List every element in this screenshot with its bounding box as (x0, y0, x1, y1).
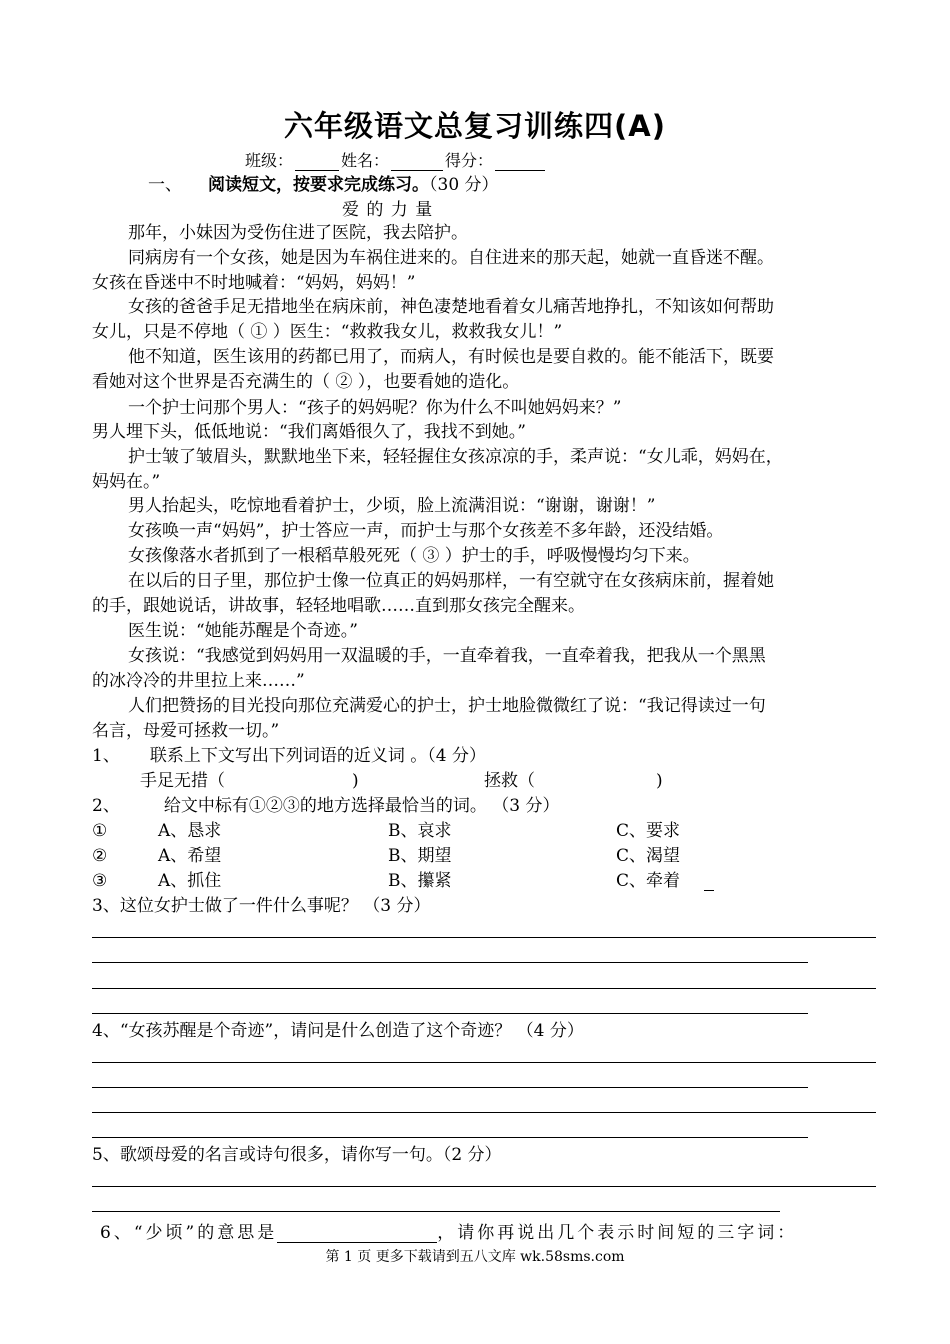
option-b[interactable]: B、攥紧 (388, 871, 452, 891)
question-2 (92, 795, 559, 817)
q3-answer-line[interactable] (92, 962, 808, 963)
story-line: 那年，小妹因为受伤住进了医院，我去陪护。 (128, 223, 468, 243)
q3-answer-line[interactable] (92, 1013, 808, 1014)
class-label: 班级： (245, 151, 294, 170)
q6-suffix: ，请你再说出几个表示时间短的三字词： (437, 1223, 798, 1243)
q3-answer-line[interactable] (92, 937, 876, 938)
q5-answer-line[interactable] (92, 1186, 876, 1187)
option-c[interactable]: C、渴望 (616, 846, 681, 866)
q4-answer-line[interactable] (92, 1112, 876, 1113)
q1-word1-close: ) (352, 771, 359, 791)
question-number: 1、 (92, 746, 120, 766)
section1-points: （30 分） (429, 175, 499, 195)
question-text: 联系上下文写出下列词语的近义词 。（4 分） (149, 746, 486, 766)
q1-word1: 手足无措（ (140, 771, 225, 791)
class-blank[interactable] (295, 154, 339, 171)
question-5: 5、歌颂母爱的名言或诗句很多，请你写一句。（2 分） (92, 1145, 502, 1165)
story-line: 妈妈在。” (92, 472, 161, 492)
option-a[interactable]: A、希望 (158, 846, 222, 866)
story-line: 男人抬起头，吃惊地看着护士，少顷，脸上流满泪说：“谢谢，谢谢！” (128, 496, 656, 516)
option-a[interactable]: A、恳求 (158, 821, 222, 841)
name-blank[interactable] (391, 154, 443, 171)
q4-answer-line[interactable] (92, 1137, 808, 1138)
story-line: 名言，母爱可拯救一切。” (92, 721, 280, 741)
question-1 (92, 745, 486, 767)
page-title: 六年级语文总复习训练四(A) (284, 109, 666, 143)
story-line: 在以后的日子里，那位护士像一位真正的妈妈那样，一有空就守在女孩病床前，握着她 (128, 571, 774, 591)
option-blank (704, 890, 714, 891)
section1-title: 阅读短文，按要求完成练习。 (208, 175, 429, 195)
story-line: 同病房有一个女孩，她是因为车祸住进来的。自住进来的那天起，她就一直昏迷不醒。 (128, 248, 774, 268)
story-line: 护士皱了皱眉头，默默地坐下来，轻轻握住女孩凉凉的手，柔声说：“女儿乖，妈妈在， (128, 447, 783, 467)
story-line: 人们把赞扬的目光投向那位充满爱心的护士，护士地脸微微红了说：“我记得读过一句 (128, 696, 766, 716)
option-c[interactable]: C、牵着 (616, 871, 681, 891)
q3-answer-line[interactable] (92, 988, 876, 989)
q4-answer-line[interactable] (92, 1062, 876, 1063)
q1-word2-close: ) (656, 771, 663, 791)
section1-heading (148, 174, 499, 196)
story-line: 的冰冷冷的井里拉上来……” (92, 671, 305, 691)
page-footer: 第 1 页 更多下载请到五八文库 wk.58sms.com (325, 1249, 625, 1265)
question-3: 3、这位女护士做了一件什么事呢？ （3 分） (92, 896, 431, 916)
section1-number: 一、 (148, 175, 182, 195)
name-label: 姓名： (341, 151, 390, 170)
story-line: 男人埋下头，低低地说：“我们离婚很久了，我找不到她。” (92, 422, 526, 442)
option-b[interactable]: B、期望 (388, 846, 452, 866)
story-line: 女孩的爸爸手足无措地坐在病床前，神色凄楚地看着女儿痛苦地挣扎，不知该如何帮助 (128, 297, 774, 317)
q6-prefix: 6、“少顷”的意思是 (100, 1223, 278, 1243)
option-c[interactable]: C、要求 (616, 821, 681, 841)
story-line: 他不知道，医生该用的药都已用了，而病人，有时候也是要自救的。能不能活下，既要 (128, 347, 774, 367)
option-mark: ① (92, 821, 108, 841)
story-line: 的手，跟她说话，讲故事，轻轻地唱歌……直到那女孩完全醒来。 (92, 596, 585, 616)
option-a[interactable]: A、抓住 (158, 871, 222, 891)
option-mark: ② (92, 846, 108, 866)
story-line: 女孩唤一声“妈妈”，护士答应一声，而护士与那个女孩差不多年龄，还没结婚。 (128, 521, 724, 541)
score-label: 得分： (445, 151, 494, 170)
story-line: 女孩说：“我感觉到妈妈用一双温暖的手，一直牵着我，一直牵着我，把我从一个黑黑 (128, 646, 766, 666)
question-4: 4、“女孩苏醒是个奇迹”，请问是什么创造了这个奇迹？ （4 分） (92, 1021, 584, 1041)
question-text: 给文中标有①②③的地方选择最恰当的词。 （3 分） (163, 796, 560, 816)
q1-word2: 拯救（ (484, 771, 535, 791)
score-blank[interactable] (495, 154, 545, 171)
story-line: 看她对这个世界是否充满生的（ ② ），也要看她的造化。 (92, 372, 520, 392)
story-line: 一个护士问那个男人：“孩子的妈妈呢？你为什么不叫她妈妈来？” (128, 398, 622, 418)
q5-answer-line[interactable] (92, 1211, 780, 1212)
story-line: 女儿，只是不停地（ ① ）医生：“救救我女儿，救救我女儿！” (92, 322, 563, 342)
story-line: 女孩在昏迷中不时地喊着：“妈妈，妈妈！” (92, 273, 416, 293)
story-title: 爱 的 力 量 (342, 200, 434, 220)
story-line: 女孩像落水者抓到了一根稻草般死死（ ③ ）护士的手，呼吸慢慢均匀下来。 (128, 546, 700, 566)
question-number: 2、 (92, 796, 120, 816)
question-6 (100, 1218, 797, 1243)
option-mark: ③ (92, 871, 108, 891)
q4-answer-line[interactable] (92, 1087, 808, 1088)
student-info (245, 148, 547, 171)
option-b[interactable]: B、哀求 (388, 821, 452, 841)
story-line: 医生说：“她能苏醒是个奇迹。” (128, 621, 358, 641)
q6-blank[interactable] (277, 1224, 437, 1243)
